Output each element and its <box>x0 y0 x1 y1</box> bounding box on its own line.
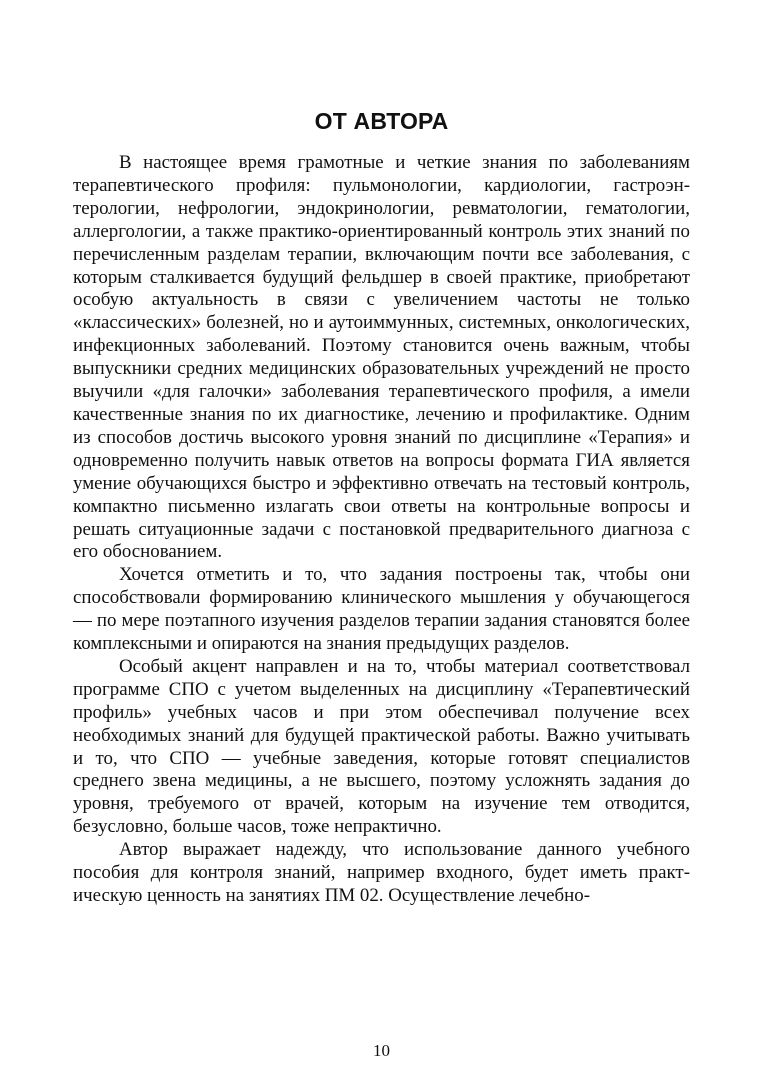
body-text <box>73 152 690 908</box>
paragraph-4: Автор выражает надежду, что использование данного учебного пособия для контроля знаний, например входного, будет иметь практическую ценность на занятиях ПМ 02. Осуществление лечебно- <box>73 839 690 906</box>
page-title: ОТ АВТОРА <box>314 108 449 134</box>
paragraph-2: Хочется отметить и то, что задания построены так, чтобы они способствовали формированию клинического мышления у обучающегося — по мере поэтапного изучения разделов терапии задания становятся более комплексными и опираются на знания предыдущих разделов. <box>73 564 690 655</box>
paragraph-1: В настоящее время грамотные и четкие знания по заболеваниям терапевтического профиля: пульмонологии, кардиологии, гастроэнтерологии, нефрологии, эндокринологии, ревматологии, гематологии, аллергологии, а также практико-ориентированный контроль этих знаний по перечисленным разделам терапии, включающим почти все заболевания, с которым сталкивается будущий фельдшер в своей практике, приобретают особую актуальность в связи с увеличением частоты не только «классических» болезней, но и аутоиммунных, системных, онкологических, инфекционных заболеваний. Поэтому становится очень важным, чтобы выпускники средних медицинских образовательных учреждений не просто выучили «для галочки» заболевания терапевтического профиля, а имели качественные знания по их диагностике, лечению и профилактике. Одним из способов достичь высокого уровня знаний по дисциплине «Терапия» и одновременно получить навык ответов на вопросы формата ГИА является умение обучающихся быстро и эффективно отвечать на тестовый контроль, компактно письменно излагать свои ответы на контрольные вопросы и решать ситуационные задачи с постановкой предварительного диагноза с его обоснованием. <box>73 152 690 563</box>
page-number: 10 <box>373 1041 390 1060</box>
paragraph-3: Особый акцент направлен и на то, чтобы материал соответствовал программе СПО с учетом выделенных на дисциплину «Терапевтический профиль» учебных часов и при этом обеспечивал получение всех необходимых знаний для будущей практической работы. Важно учитывать и то, что СПО — учебные заведения, которые готовят специалистов среднего звена медицины, а не высшего, поэтому усложнять задания до уровня, требуемого от врачей, которым на изучение тем отводится, безусловно, больше часов, тоже непрактично. <box>73 655 690 838</box>
